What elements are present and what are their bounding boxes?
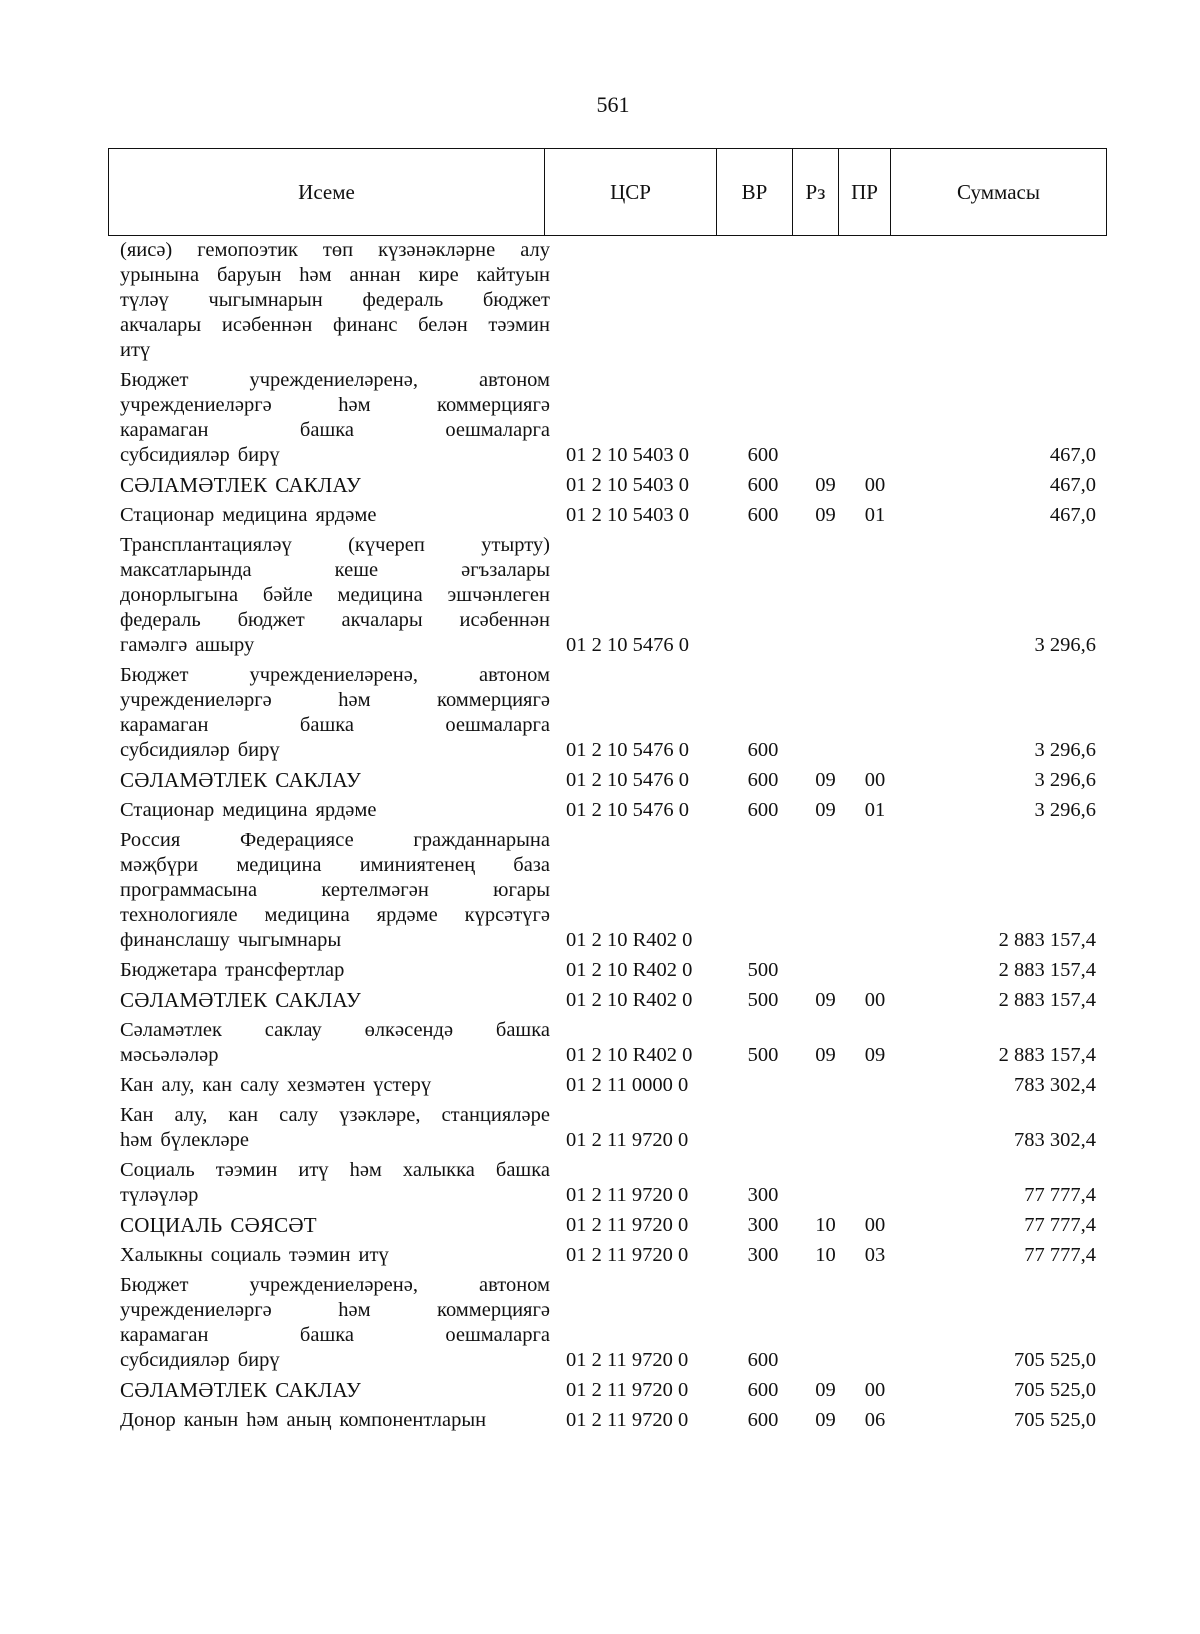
row-rz: 09 — [815, 989, 836, 1011]
row-name — [108, 1103, 550, 1153]
row-name-line: учреждениеләргә һәм коммерциягә — [120, 1299, 550, 1321]
row-sum: 77 777,4 — [1024, 1244, 1096, 1266]
row-name-line: Социаль тәэмин итү һәм халыкка башка — [120, 1159, 550, 1181]
row-sum: 705 525,0 — [1014, 1349, 1096, 1371]
row-name-line: Бюджет учреждениеләренә, автоном — [120, 369, 550, 391]
row-csr: 01 2 10 5476 0 — [566, 769, 689, 791]
row-name — [108, 1073, 550, 1098]
row-values — [550, 473, 1106, 498]
row-name-line: һәм бүлекләре — [120, 1129, 249, 1151]
row-name-line: СОЦИАЛЬ СӘЯСӘТ — [120, 1213, 317, 1237]
table-body — [108, 238, 1106, 1438]
row-values — [550, 1103, 1106, 1153]
row-csr: 01 2 10 R402 0 — [566, 929, 693, 951]
row-vr: 600 — [747, 444, 779, 466]
row-sum: 467,0 — [1049, 474, 1096, 496]
table-row — [108, 958, 1106, 983]
row-pr: 00 — [864, 1379, 886, 1401]
row-csr: 01 2 11 9720 0 — [566, 1379, 689, 1401]
row-vr: 500 — [747, 959, 779, 981]
table-row — [108, 1273, 1106, 1373]
row-name-line: (яисә) гемопоэтик төп күзәнәкләрне алу — [120, 239, 550, 261]
row-sum: 783 302,4 — [1014, 1074, 1096, 1096]
row-name-line: Стационар медицина ярдәме — [120, 799, 377, 821]
row-sum: 467,0 — [1049, 444, 1096, 466]
row-name — [108, 368, 550, 468]
row-name — [108, 473, 550, 498]
row-csr: 01 2 11 9720 0 — [566, 1129, 689, 1151]
row-name — [108, 828, 550, 953]
row-rz: 10 — [815, 1244, 836, 1266]
row-name — [108, 958, 550, 983]
row-name — [108, 1213, 550, 1238]
row-csr: 01 2 11 9720 0 — [566, 1409, 689, 1431]
row-name — [108, 503, 550, 528]
row-name-line: Бюджет учреждениеләренә, автоном — [120, 1274, 550, 1296]
row-sum: 3 296,6 — [1034, 799, 1096, 821]
row-sum: 3 296,6 — [1034, 634, 1096, 656]
header-sum: Суммасы — [891, 149, 1107, 236]
table-row — [108, 1018, 1106, 1068]
row-name-line: финанслашу чыгымнары — [120, 929, 342, 951]
row-csr: 01 2 10 R402 0 — [566, 989, 693, 1011]
row-name-line: Бюджет учреждениеләренә, автоном — [120, 664, 550, 686]
row-values — [550, 798, 1106, 823]
row-name-line: урынына баруын һәм аннан кире кайтуын — [120, 264, 550, 286]
row-name-line: субсидияләр бирү — [120, 1349, 280, 1371]
row-name-line: учреждениеләргә һәм коммерциягә — [120, 394, 550, 416]
row-vr: 300 — [747, 1244, 779, 1266]
row-name-line: технологияле медицина ярдәме күрсәтүгә — [120, 904, 550, 926]
row-name-line: Стационар медицина ярдәме — [120, 504, 377, 526]
row-sum: 705 525,0 — [1014, 1379, 1096, 1401]
row-values — [550, 1018, 1106, 1068]
row-values — [550, 828, 1106, 953]
row-name — [108, 1378, 550, 1403]
row-name-line: карамаган башка оешмаларга — [120, 1324, 550, 1346]
row-sum: 2 883 157,4 — [998, 989, 1096, 1011]
row-values — [550, 1378, 1106, 1403]
row-values — [550, 988, 1106, 1013]
row-values — [550, 503, 1106, 528]
row-name — [108, 238, 550, 363]
row-name-line: СӘЛАМӘТЛЕК САКЛАУ — [120, 768, 362, 792]
row-name — [108, 663, 550, 763]
row-csr: 01 2 10 5476 0 — [566, 634, 689, 656]
table-row — [108, 1158, 1106, 1208]
row-name-line: итү — [120, 339, 151, 361]
row-values — [550, 1073, 1106, 1098]
row-rz: 09 — [815, 1379, 836, 1401]
row-name-line: карамаган башка оешмаларга — [120, 714, 550, 736]
row-csr: 01 2 11 9720 0 — [566, 1349, 689, 1371]
row-name — [108, 1408, 550, 1433]
row-name-line: максатларында кеше әгъзалары — [120, 559, 550, 581]
row-values — [550, 958, 1106, 983]
row-sum: 705 525,0 — [1014, 1409, 1096, 1431]
table-row — [108, 533, 1106, 658]
row-name-line: гамәлгә ашыру — [120, 634, 255, 656]
row-sum: 467,0 — [1049, 504, 1096, 526]
row-vr: 500 — [747, 989, 779, 1011]
row-pr: 01 — [864, 799, 886, 821]
row-name — [108, 1158, 550, 1208]
row-name-line: СӘЛАМӘТЛЕК САКЛАУ — [120, 1378, 362, 1402]
row-name-line: СӘЛАМӘТЛЕК САКЛАУ — [120, 473, 362, 497]
table-row — [108, 663, 1106, 763]
row-name-line: СӘЛАМӘТЛЕК САКЛАУ — [120, 988, 362, 1012]
row-name-line: Сәламәтлек саклау өлкәсендә башка — [120, 1019, 550, 1041]
row-sum: 77 777,4 — [1024, 1184, 1096, 1206]
row-csr: 01 2 10 5476 0 — [566, 739, 689, 761]
row-name-line: программасына кертелмәгән югары — [120, 879, 550, 901]
table-row — [108, 1243, 1106, 1268]
header-name: Исеме — [109, 149, 545, 236]
table-row — [108, 1213, 1106, 1238]
row-sum: 3 296,6 — [1034, 739, 1096, 761]
row-csr: 01 2 10 5403 0 — [566, 504, 689, 526]
row-name-line: акчалары исәбеннән финанс белән тәэмин — [120, 314, 550, 336]
row-values — [550, 1243, 1106, 1268]
table-row — [108, 473, 1106, 498]
row-rz: 09 — [815, 504, 836, 526]
header-vr: ВР — [717, 149, 793, 236]
header-pr: ПР — [839, 149, 891, 236]
row-name — [108, 1273, 550, 1373]
header-rz: Рз — [793, 149, 839, 236]
row-name-line: Кан алу, кан салу үзәкләре, станцияләре — [120, 1104, 550, 1126]
row-vr: 300 — [747, 1214, 779, 1236]
row-values — [550, 368, 1106, 468]
row-csr: 01 2 10 R402 0 — [566, 1044, 693, 1066]
row-sum: 3 296,6 — [1034, 769, 1096, 791]
row-name-line: мәҗбүри медицина иминиятенең база — [120, 854, 550, 876]
row-name-line: федераль бюджет акчалары исәбеннән — [120, 609, 550, 631]
row-csr: 01 2 10 R402 0 — [566, 959, 693, 981]
row-pr: 09 — [864, 1044, 886, 1066]
row-name-line: Кан алу, кан салу хезмәтен үстерү — [120, 1074, 432, 1096]
row-vr: 500 — [747, 1044, 779, 1066]
row-sum: 77 777,4 — [1024, 1214, 1096, 1236]
row-vr: 600 — [747, 504, 779, 526]
table-row — [108, 828, 1106, 953]
row-values — [550, 1158, 1106, 1208]
row-name — [108, 1243, 550, 1268]
table-row — [108, 988, 1106, 1013]
row-pr: 00 — [864, 474, 886, 496]
row-sum: 2 883 157,4 — [998, 959, 1096, 981]
row-csr: 01 2 11 9720 0 — [566, 1184, 689, 1206]
row-values — [550, 1273, 1106, 1373]
row-pr: 03 — [864, 1244, 886, 1266]
row-csr: 01 2 10 5476 0 — [566, 799, 689, 821]
row-pr: 01 — [864, 504, 886, 526]
table-row — [108, 768, 1106, 793]
row-name — [108, 768, 550, 793]
row-csr: 01 2 11 9720 0 — [566, 1214, 689, 1236]
row-pr: 06 — [864, 1409, 886, 1431]
row-pr: 00 — [864, 1214, 886, 1236]
row-name-line: учреждениеләргә һәм коммерциягә — [120, 689, 550, 711]
row-vr: 600 — [747, 1379, 779, 1401]
row-name-line: мәсьәләләр — [120, 1044, 219, 1066]
row-sum: 783 302,4 — [1014, 1129, 1096, 1151]
row-rz: 10 — [815, 1214, 836, 1236]
row-rz: 09 — [815, 799, 836, 821]
row-csr: 01 2 10 5403 0 — [566, 474, 689, 496]
table-row — [108, 503, 1106, 528]
row-values — [550, 768, 1106, 793]
row-vr: 600 — [747, 474, 779, 496]
row-name-line: Трансплантацияләү (күчереп утырту) — [120, 534, 550, 556]
row-rz: 09 — [815, 1409, 836, 1431]
row-csr: 01 2 10 5403 0 — [566, 444, 689, 466]
header-csr: ЦСР — [545, 149, 717, 236]
row-sum: 2 883 157,4 — [998, 1044, 1096, 1066]
table-row — [108, 798, 1106, 823]
row-pr: 00 — [864, 989, 886, 1011]
row-name-line: түләү чыгымнарын федераль бюджет — [120, 289, 550, 311]
row-name-line: Донор канын һәм аның компонентларын — [120, 1409, 487, 1431]
row-values — [550, 238, 1106, 363]
row-name-line: субсидияләр бирү — [120, 739, 280, 761]
row-csr: 01 2 11 0000 0 — [566, 1074, 689, 1096]
row-vr: 600 — [747, 1349, 779, 1371]
row-csr: 01 2 11 9720 0 — [566, 1244, 689, 1266]
row-name-line: карамаган башка оешмаларга — [120, 419, 550, 441]
table-row — [108, 1378, 1106, 1403]
row-name-line: донорлыгына бәйле медицина эшчәнлеген — [120, 584, 550, 606]
table-row — [108, 1103, 1106, 1153]
row-name — [108, 1018, 550, 1068]
row-sum: 2 883 157,4 — [998, 929, 1096, 951]
table-row — [108, 368, 1106, 468]
page-number: 561 — [596, 92, 630, 117]
row-vr: 600 — [747, 769, 779, 791]
row-vr: 600 — [747, 799, 779, 821]
row-name-line: Россия Федерациясе гражданнарына — [120, 829, 550, 851]
table-row — [108, 1073, 1106, 1098]
row-name — [108, 798, 550, 823]
row-values — [550, 1213, 1106, 1238]
row-name — [108, 988, 550, 1013]
row-rz: 09 — [815, 474, 836, 496]
row-rz: 09 — [815, 769, 836, 791]
row-vr: 600 — [747, 1409, 779, 1431]
table-row — [108, 238, 1106, 363]
row-name-line: Халыкны социаль тәэмин итү — [120, 1244, 389, 1266]
row-name-line: Бюджетара трансфертлар — [120, 959, 345, 981]
row-values — [550, 533, 1106, 658]
table-header — [108, 148, 1107, 236]
row-pr: 00 — [864, 769, 886, 791]
row-rz: 09 — [815, 1044, 836, 1066]
row-name — [108, 533, 550, 658]
table-row — [108, 1408, 1106, 1433]
row-name-line: түләүләр — [120, 1184, 199, 1206]
row-values — [550, 663, 1106, 763]
row-values — [550, 1408, 1106, 1433]
row-name-line: субсидияләр бирү — [120, 444, 280, 466]
row-vr: 600 — [747, 739, 779, 761]
row-vr: 300 — [747, 1184, 779, 1206]
